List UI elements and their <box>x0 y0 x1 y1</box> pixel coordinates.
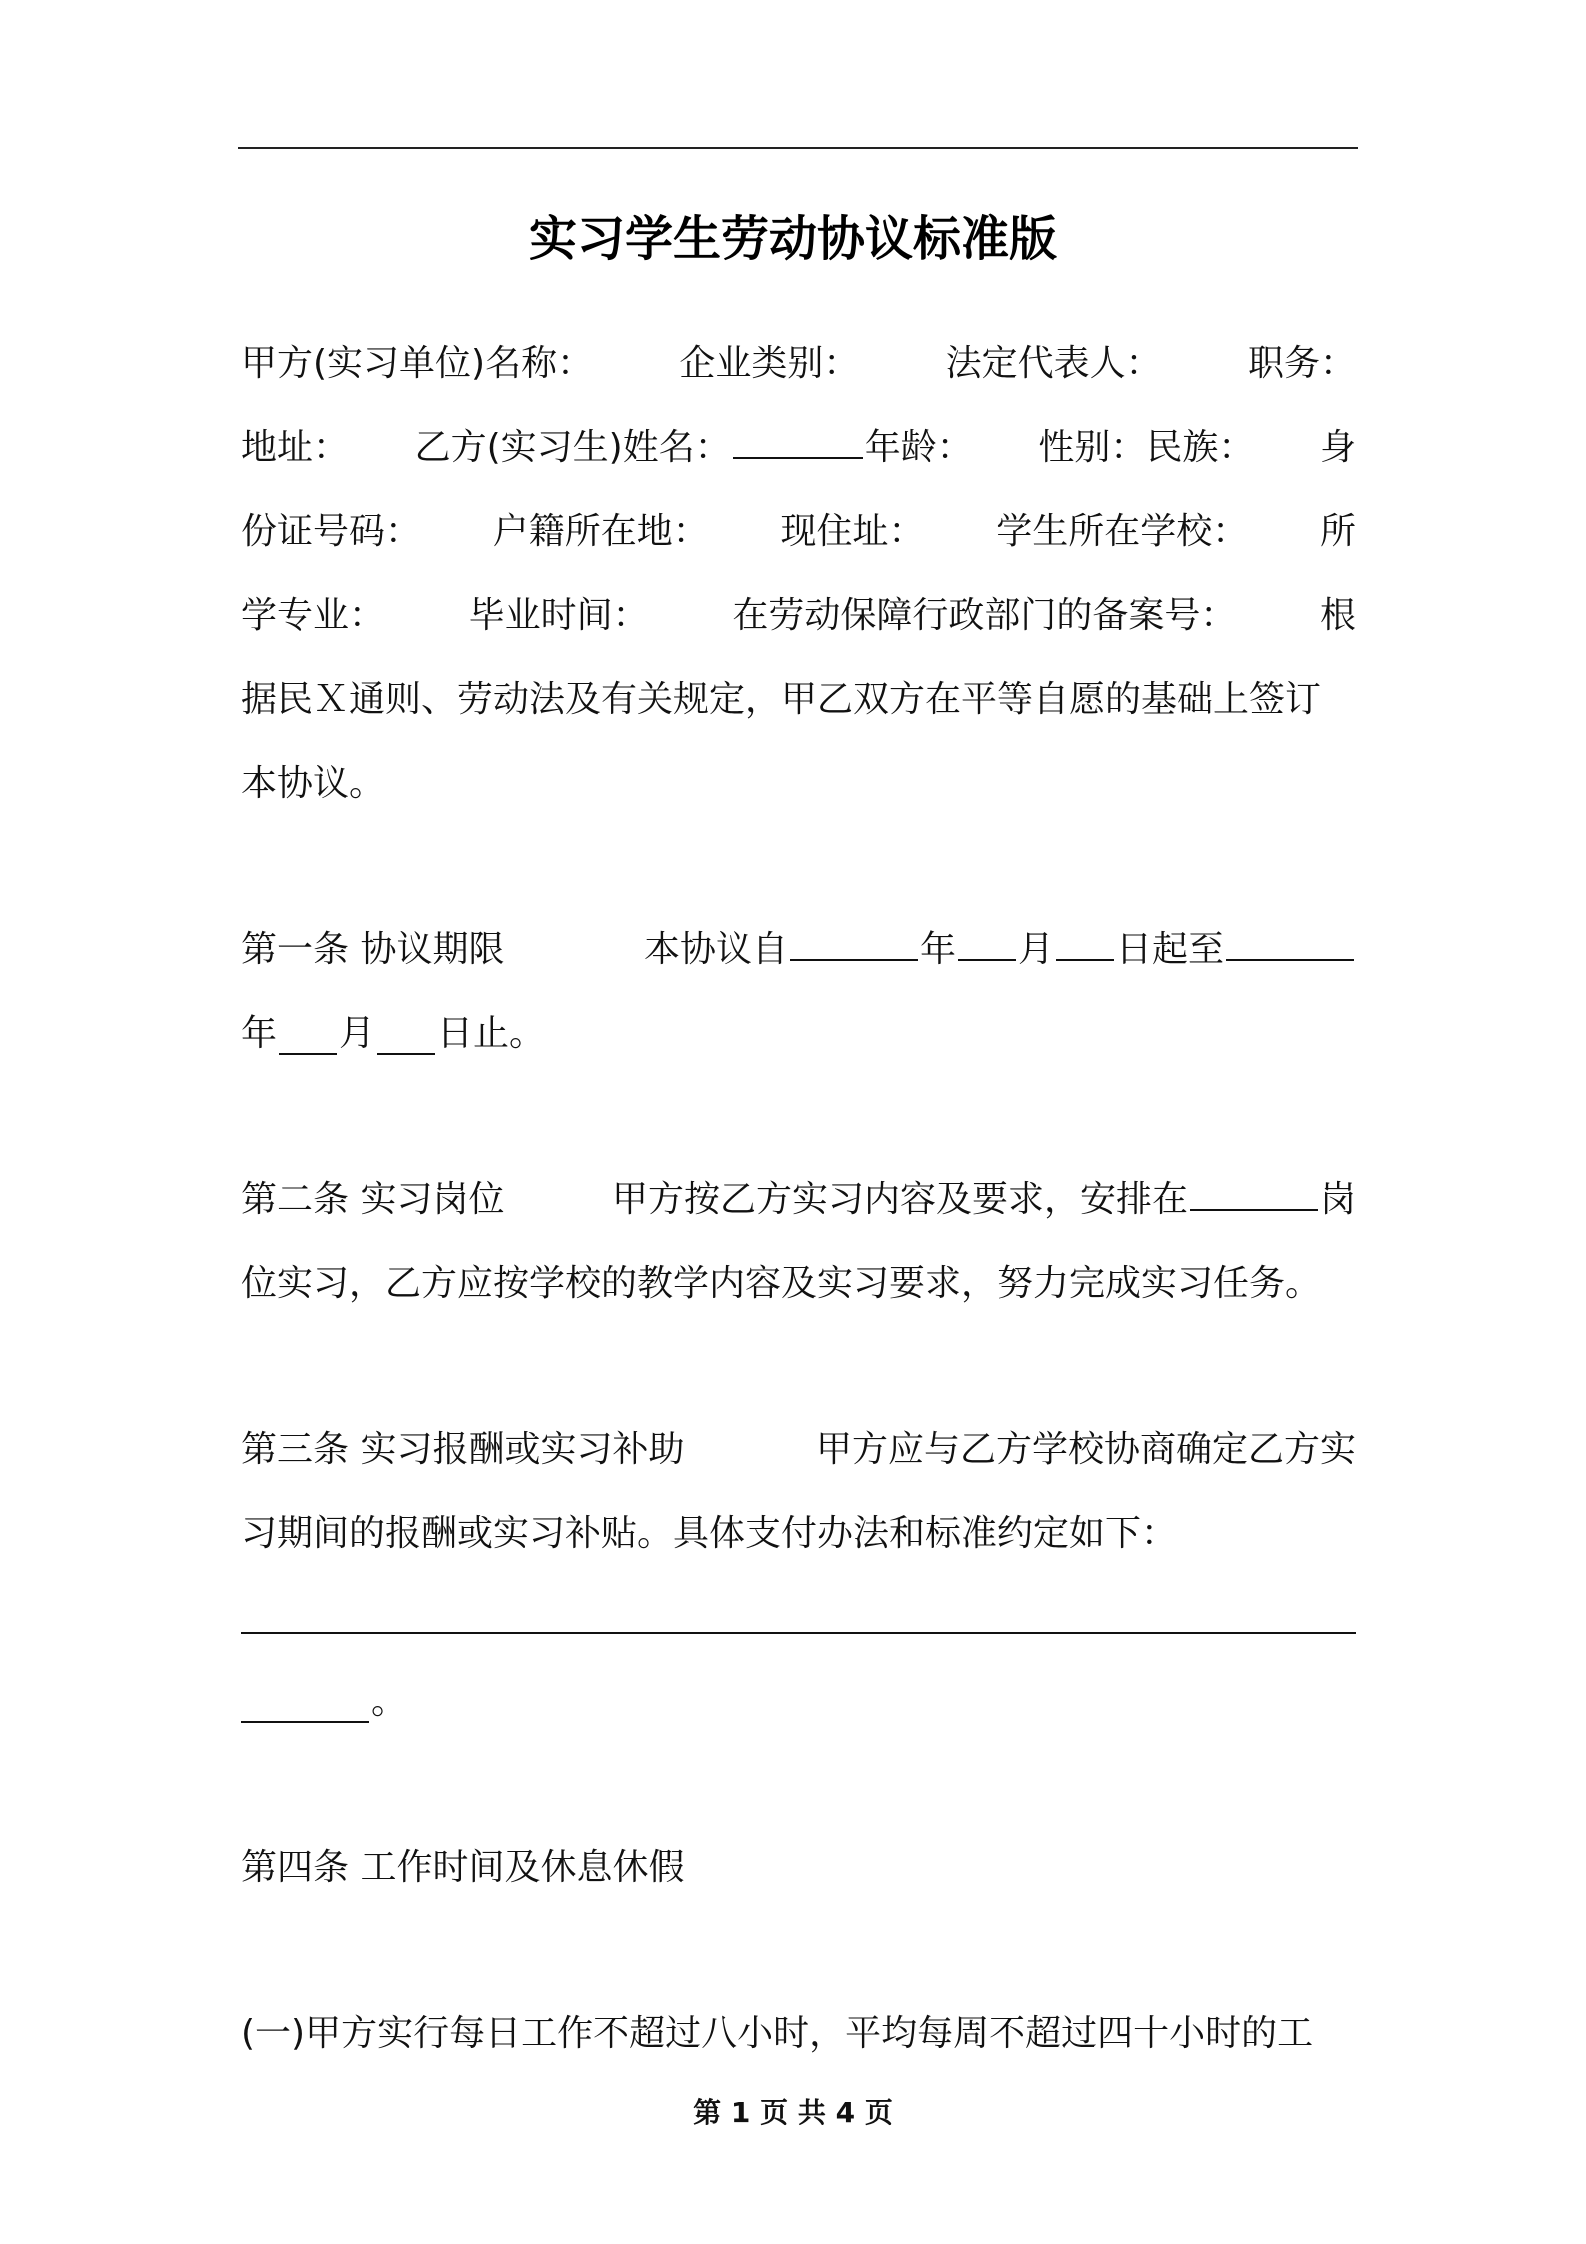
gender-ethnicity-label: 性别：民族： <box>1038 427 1255 468</box>
payment-terms-blank-line <box>241 1576 1356 1660</box>
party-a-name-label: 甲方(实习单位)名称： <box>241 343 594 384</box>
current-address-label: 现住址： <box>780 511 925 552</box>
article-1-text: 本协议自 <box>643 929 788 970</box>
article-3-end: 。 <box>371 1681 408 1722</box>
age-label: 年龄： <box>864 427 973 468</box>
school-label: 学生所在学校： <box>996 511 1249 552</box>
intro-line-6: 本协议。 <box>241 763 386 804</box>
intro-line-3 <box>241 490 1356 574</box>
month-label: 月 <box>1017 929 1054 970</box>
end-year-blank <box>1226 919 1354 961</box>
article-3-line-1 <box>241 1408 1356 1492</box>
article-3-line-2: 习期间的报酬或实习补贴。具体支付办法和标准约定如下： <box>241 1513 1178 1554</box>
start-year-blank <box>790 919 918 961</box>
name-blank <box>733 417 863 459</box>
intro-line-1 <box>241 322 1356 406</box>
article-3-text-a: 甲方应与乙方学校协商确定乙方实 <box>815 1429 1356 1470</box>
end-month-label: 月 <box>339 1013 376 1054</box>
page-footer: 第 1 页 共 4 页 <box>693 2096 893 2129</box>
end-year-label: 年 <box>241 1013 278 1054</box>
enterprise-type-label: 企业类别： <box>679 343 860 384</box>
filing-number-label: 在劳动保障行政部门的备案号： <box>732 595 1237 636</box>
id-label-start: 身 <box>1319 427 1356 468</box>
party-b-name-label: 乙方(实习生)姓名： <box>414 427 731 468</box>
article-2-line-2: 位实习，乙方应按学校的教学内容及实习要求，努力完成实习任务。 <box>241 1263 1322 1304</box>
year-label: 年 <box>919 929 956 970</box>
end-month-blank <box>279 1013 337 1055</box>
end-day-label: 日止。 <box>437 1013 546 1054</box>
end-day-blank <box>377 1013 435 1055</box>
start-month-blank <box>958 919 1016 961</box>
article-4-heading: 第四条 工作时间及休息休假 <box>241 1847 685 1888</box>
household-label: 户籍所在地： <box>492 511 709 552</box>
intro-line-5: 据民Ｘ通则、劳动法及有关规定，甲乙双方在平等自愿的基础上签订 <box>241 679 1322 720</box>
day-from-label: 日起至 <box>1115 929 1224 970</box>
intro-line-4 <box>241 574 1356 658</box>
graduation-label: 毕业时间： <box>468 595 649 636</box>
article-2-text-a: 甲方按乙方实习内容及要求，安排在 <box>611 1179 1188 1220</box>
intro-line-2 <box>241 406 1356 490</box>
major-label-start: 所 <box>1319 511 1356 552</box>
document-body <box>241 322 1356 2076</box>
document-title: 实习学生劳动协议标准版 <box>528 211 1057 267</box>
article-3-line-4 <box>241 1660 1356 1744</box>
article-2-text-b: 岗 <box>1319 1179 1356 1220</box>
payment-terms-blank-end <box>241 1681 369 1723</box>
header-rule <box>238 147 1358 149</box>
start-day-blank <box>1056 919 1114 961</box>
according-start: 根 <box>1319 595 1356 636</box>
article-2-line-1 <box>241 1158 1356 1242</box>
id-number-label: 份证号码： <box>241 511 422 552</box>
article-2-heading: 第二条 实习岗位 <box>241 1179 505 1220</box>
article-3-heading: 第三条 实习报酬或实习补助 <box>241 1429 685 1470</box>
article-4-item-1: (一)甲方实行每日工作不超过八小时，平均每周不超过四十小时的工 <box>241 2013 1314 2054</box>
post-blank <box>1190 1169 1318 1211</box>
article-1-heading: 第一条 协议期限 <box>241 929 505 970</box>
article-2-text <box>612 1158 1356 1242</box>
legal-rep-label: 法定代表人： <box>945 343 1162 384</box>
major-label: 学专业： <box>241 595 386 636</box>
article-1-line-1 <box>241 908 1356 992</box>
article-1-dates <box>644 908 1356 992</box>
address-label: 地址： <box>241 427 350 468</box>
party-b-name-field <box>415 406 973 490</box>
article-1-line-2 <box>241 992 1356 1076</box>
position-label: 职务： <box>1247 343 1356 384</box>
